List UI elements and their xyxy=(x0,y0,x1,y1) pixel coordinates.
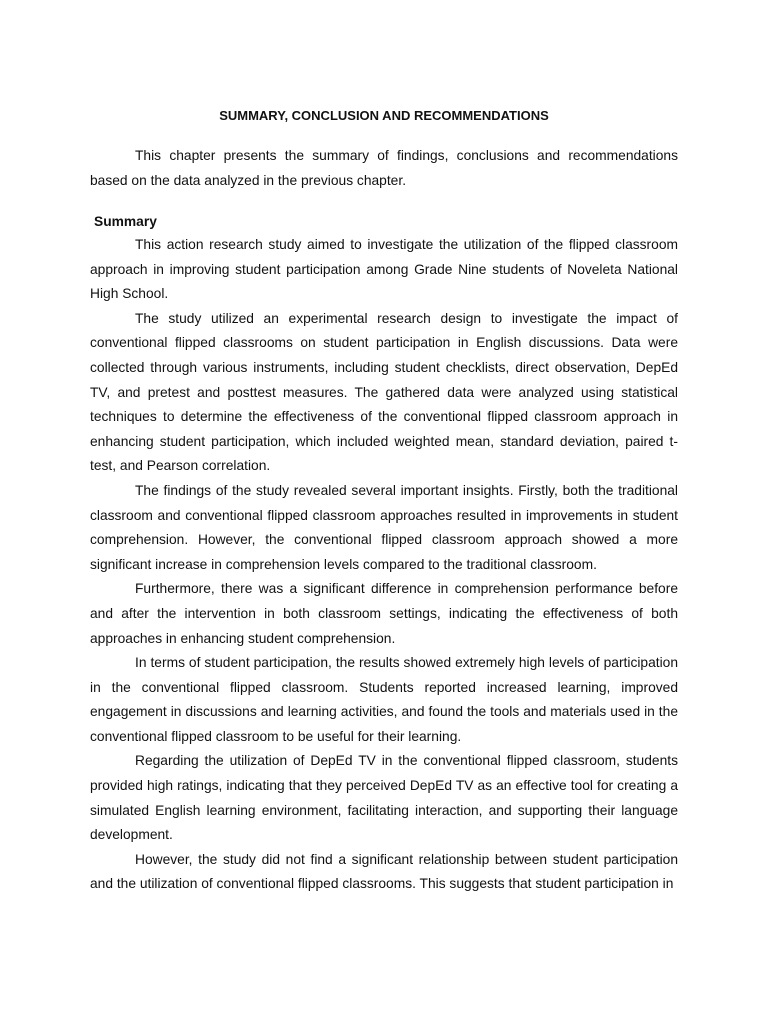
summary-paragraph-5: In terms of student participation, the results showed extremely high levels of participation in the conventional flipped classroom. Students reported increased learning, improved engagement in discussions and learning activities, and found the tools and materials used in the conventional flipped classroom to be useful for their learning. xyxy=(90,655,678,744)
summary-paragraph-4: Furthermore, there was a significant difference in comprehension performance before and after the intervention in both classroom settings, indicating the effectiveness of both approaches in enhancing student comprehension. xyxy=(90,581,678,646)
intro-paragraph: This chapter presents the summary of findings, conclusions and recommendations based on the data analyzed in the previous chapter. xyxy=(90,148,678,188)
summary-body xyxy=(90,233,678,897)
chapter-title: SUMMARY, CONCLUSION AND RECOMMENDATIONS xyxy=(219,108,549,123)
summary-paragraph-7: However, the study did not find a significant relationship between student participation and the utilization of conventional flipped classrooms. This suggests that student participation in xyxy=(90,851,678,892)
summary-heading: Summary xyxy=(94,214,157,229)
summary-paragraph-3: The findings of the study revealed several important insights. Firstly, both the traditional classroom and conventional flipped classroom approaches resulted in improvements in student comprehension. However, the conventional flipped classroom approach showed a more significant increase in comprehension levels compared to the traditional classroom. xyxy=(90,482,678,572)
summary-paragraph-2: The study utilized an experimental research design to investigate the impact of conventional flipped classrooms on student participation in English discussions. Data were collected through various instruments, including student checklists, direct observation, DepEd TV, and pretest and posttest measures. The gathered data were analyzed using statistical techniques to determine the effectiveness of the conventional flipped classroom approach in enhancing student participation, which included weighted mean, standard deviation, paired t-test, and Pearson correlation. xyxy=(90,310,678,474)
intro-section xyxy=(90,144,678,193)
summary-paragraph-6: Regarding the utilization of DepEd TV in the conventional flipped classroom, students provided high ratings, indicating that they perceived DepEd TV as an effective tool for creating a simulated English learning environment, facilitating interaction, and supporting their language development. xyxy=(90,753,678,843)
summary-paragraph-1: This action research study aimed to investigate the utilization of the flipped classroom approach in improving student participation among Grade Nine students of Noveleta National High School. xyxy=(90,237,678,302)
